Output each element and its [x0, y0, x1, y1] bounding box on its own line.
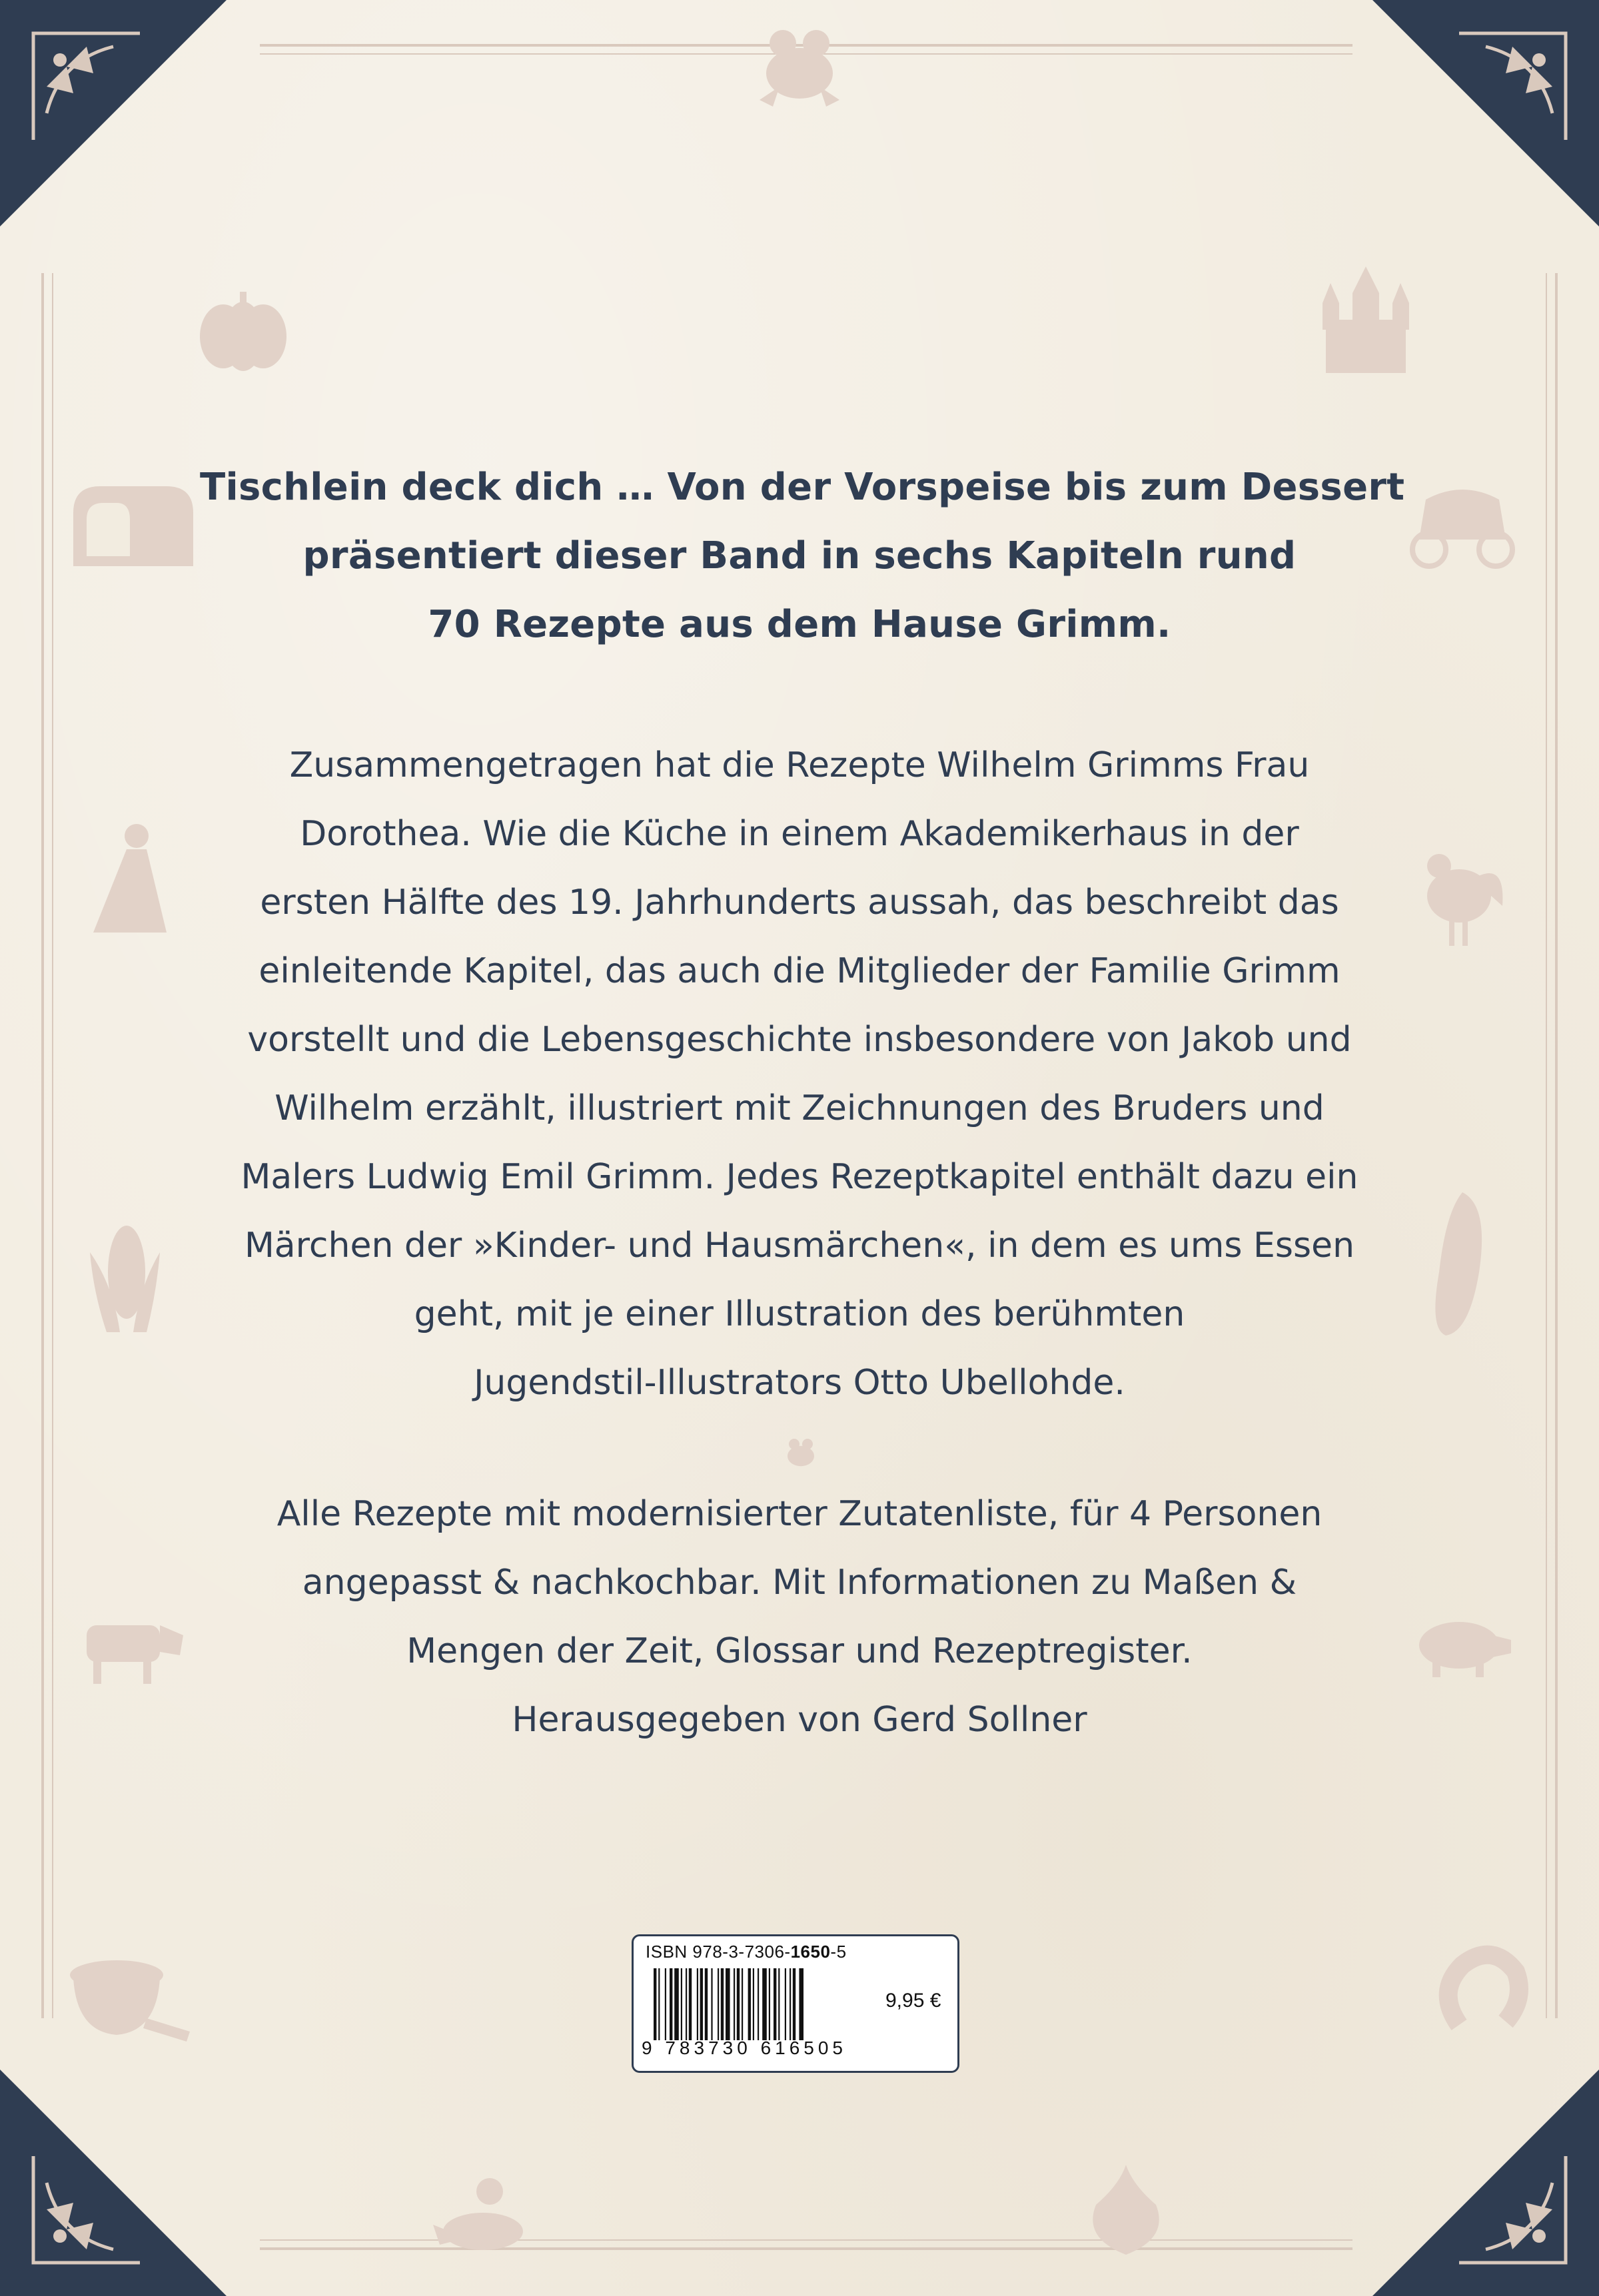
isbn-prefix: ISBN 978-3-7306- — [646, 1942, 791, 1962]
barcode-bar — [726, 1968, 730, 2040]
barcode-bar — [793, 1968, 796, 2040]
features-paragraph — [200, 1480, 1399, 1754]
frame-line-right — [1555, 273, 1558, 2018]
pig-icon — [1412, 1612, 1512, 1679]
barcode-bar — [686, 1968, 687, 2040]
paragraph-line: Mengen der Zeit, Glossar und Rezeptregister. — [406, 1631, 1193, 1671]
corn-icon — [80, 1212, 167, 1339]
barcode-bar — [799, 1968, 803, 2040]
barcode-bar — [718, 1968, 719, 2040]
corner-ornament-icon — [1446, 2143, 1579, 2276]
corner-ornament-icon — [20, 20, 153, 153]
barcode-bar — [654, 1968, 656, 2040]
barcode-bar — [753, 1968, 754, 2040]
barcode-bar — [689, 1968, 692, 2040]
lead-line: 70 Rezepte aus dem Hause Grimm. — [428, 603, 1171, 646]
castle-icon — [1316, 266, 1416, 373]
paragraph-line: angepasst & nachkochbar. Mit Informationen zu Maßen & — [302, 1563, 1297, 1603]
barcode-bar — [762, 1968, 767, 2040]
barcode-bar — [769, 1968, 770, 2040]
frame-line-left-inner — [52, 273, 53, 2018]
barcode-bar — [658, 1968, 660, 2040]
princess-icon — [87, 819, 173, 933]
isbn-barcode — [632, 1934, 959, 2073]
sausage-icon — [1432, 1938, 1532, 2045]
barcode-bar — [774, 1968, 776, 2040]
paragraph-line: Zusammengetragen hat die Rezepte Wilhelm Grimms Frau — [289, 745, 1310, 785]
lead-text — [200, 453, 1405, 659]
lead-line: präsentiert dieser Band in sechs Kapiteln rund — [302, 534, 1297, 577]
pumpkin-icon — [193, 286, 293, 373]
paragraph-line: Alle Rezepte mit modernisierter Zutatenliste, für 4 Personen — [276, 1494, 1323, 1534]
paragraph-line: Wilhelm erzählt, illustriert mit Zeichnungen des Bruders und — [274, 1088, 1325, 1128]
barcode-bar — [670, 1968, 672, 2040]
barcode-bar — [758, 1968, 759, 2040]
pot-icon — [67, 1945, 193, 2045]
barcode-bar — [697, 1968, 698, 2040]
barcode-bar — [737, 1968, 740, 2040]
frog-icon — [746, 13, 853, 113]
barcode-bar — [674, 1968, 679, 2040]
description-paragraph — [200, 731, 1399, 1417]
editor-line: Herausgegeben von Gerd Sollner — [512, 1700, 1087, 1740]
barcode-bar — [721, 1968, 724, 2040]
bread-icon — [67, 480, 197, 573]
corner-ornament-icon — [1446, 20, 1579, 153]
barcode-bar — [785, 1968, 786, 2040]
garlic-icon — [1083, 2158, 1169, 2258]
barcode-bars — [654, 1968, 853, 2040]
barcode-bar — [742, 1968, 743, 2040]
cow-icon — [80, 1612, 187, 1685]
paragraph-line: einleitende Kapitel, das auch die Mitglieder der Familie Grimm — [259, 951, 1340, 991]
paragraph-line: Jugendstil-Illustrators Otto Ubellohde. — [474, 1363, 1125, 1403]
barcode-bar — [790, 1968, 791, 2040]
paragraph-line: ersten Hälfte des 19. Jahrhunderts aussah, das beschreibt das — [260, 883, 1339, 923]
corner-ornament-icon — [20, 2143, 153, 2276]
knight-icon — [426, 2165, 540, 2265]
frame-line-bottom — [260, 2247, 1352, 2250]
paragraph-line: Dorothea. Wie die Küche in einem Akademikerhaus in der — [300, 814, 1299, 854]
barcode-bar — [748, 1968, 751, 2040]
lead-line: Tischlein deck dich … Von der Vorspeise bis zum Dessert — [200, 466, 1405, 509]
barcode-bar — [734, 1968, 735, 2040]
isbn-suffix: -5 — [830, 1942, 847, 1962]
barcode-bar — [681, 1968, 682, 2040]
paragraph-line: Märchen der »Kinder- und Hausmärchen«, in dem es ums Essen — [244, 1226, 1355, 1266]
isbn-bold: 1650 — [790, 1942, 831, 1962]
paragraph-line: vorstellt und die Lebensgeschichte insbesondere von Jakob und — [247, 1020, 1352, 1060]
paragraph-line: geht, mit je einer Illustration des berühmten — [414, 1294, 1185, 1334]
rooster-icon — [1412, 839, 1506, 946]
isbn-number — [646, 1942, 847, 1962]
carriage-icon — [1399, 480, 1526, 573]
barcode-digits: 9 783730 616505 — [642, 2038, 847, 2058]
paragraph-line: Malers Ludwig Emil Grimm. Jedes Rezeptkapitel enthält dazu ein — [241, 1157, 1358, 1197]
barcode-bar — [778, 1968, 780, 2040]
frame-line-bottom-inner — [260, 2239, 1352, 2241]
barcode-bar — [705, 1968, 708, 2040]
cucumber-icon — [1426, 1186, 1492, 1339]
frame-line-right-inner — [1546, 273, 1547, 2018]
barcode-bar — [700, 1968, 703, 2040]
barcode-bar — [711, 1968, 712, 2040]
price-label: 9,95 € — [885, 1990, 941, 2012]
frame-line-left — [41, 273, 44, 2018]
frog-icon — [780, 1432, 822, 1472]
barcode-bar — [665, 1968, 666, 2040]
